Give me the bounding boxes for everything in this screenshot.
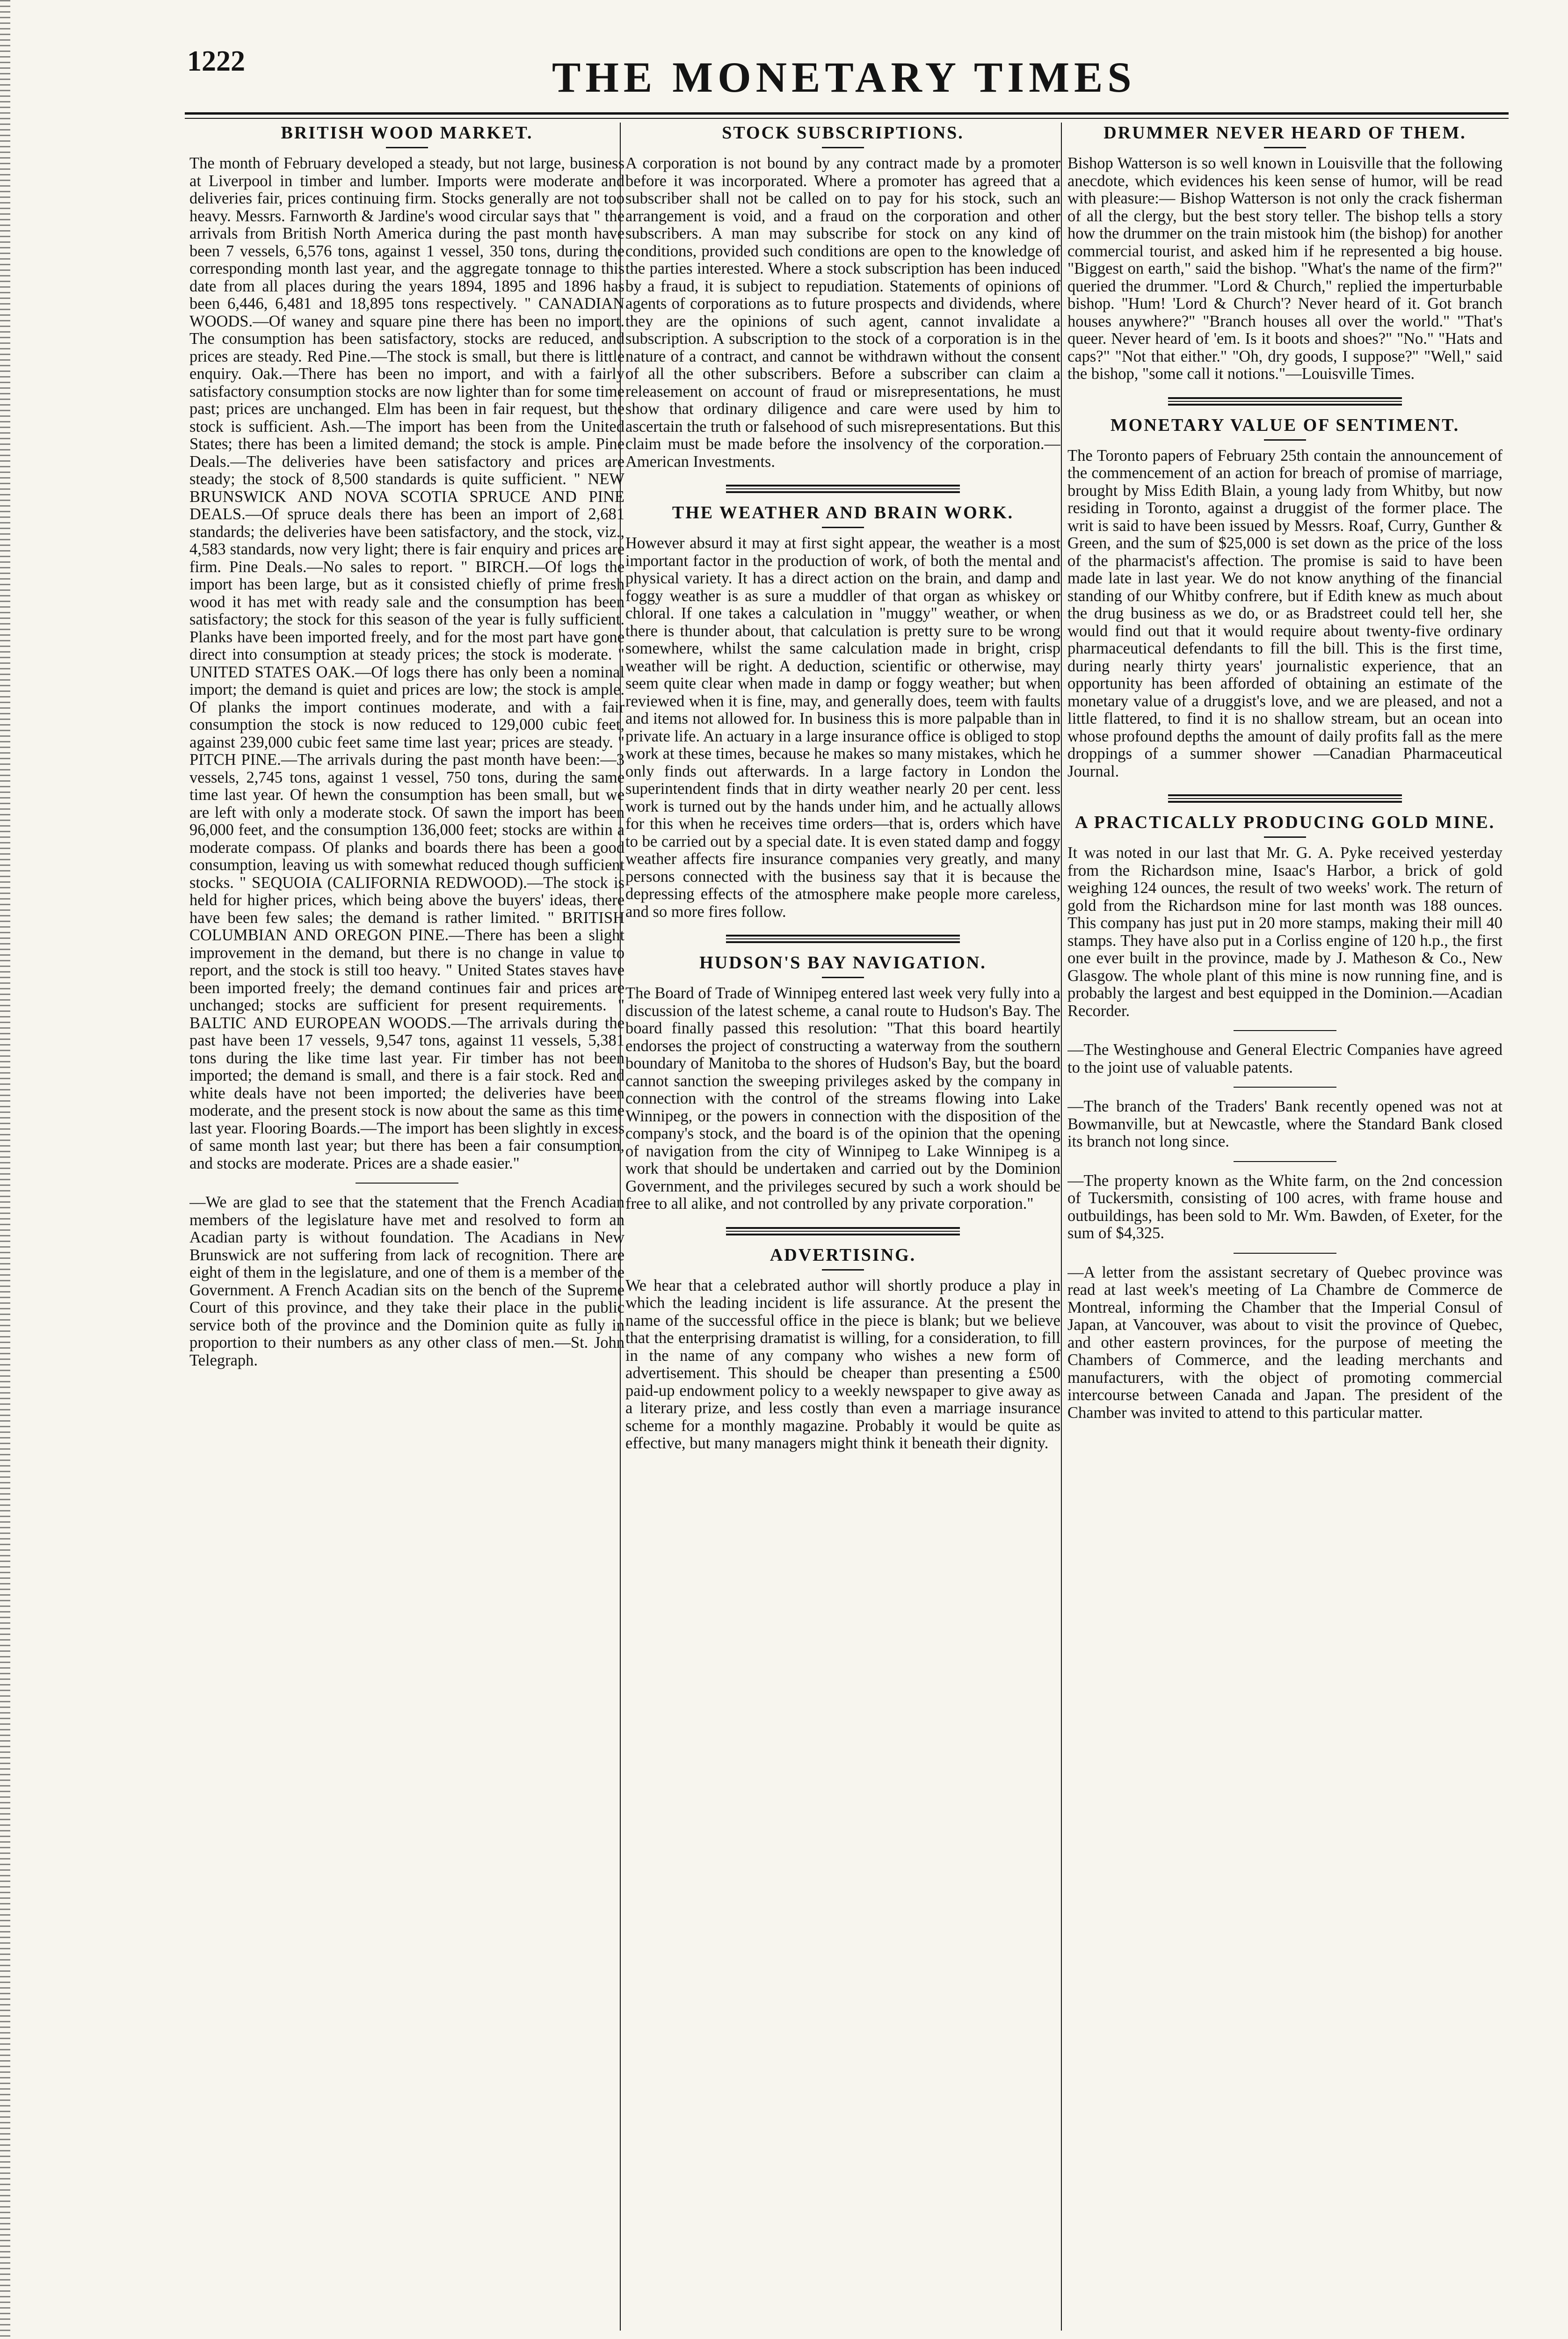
- heading-dash: [822, 527, 864, 528]
- article-body: However absurd it may at first sight appear, the weather is a most important factor in the production of work, of both the mental and physical variety. It has a direct action on the brain, and damp and foggy weather is as sure a muddler of that organ as whiskey or chloral. If one takes a calculation in "muggy" weather, or when there is thunder about, that calculation is pretty sure to be wrong somewhere, whilst the same calculation made in bright, crisp weather will be right. A deduction, scientific or otherwise, may seem quite clear when made in damp or foggy weather; but when reviewed when it is fine, may, and generally does, teem with faults and items not allowed for. In business this is more palpable than in private life. An actuary in a large insurance office is obliged to stop work at these times, because he makes so many mistakes, which he only finds out afterwards. In a large factory in London the superintendent finds that in dirty weather nearly 20 per cent. less work is turned out by the hands under him, and he actually allows for this when he receives time orders—that is, orders which have to be carried out by a special date. It is even stated damp and foggy weather affects fire insurance companies very greatly, and many persons connected with the business say that it is because the depressing effects of the atmosphere make people more careless, and so more fires follow.: [625, 534, 1060, 921]
- short-rule: [1234, 1253, 1336, 1254]
- column-2: [625, 123, 1060, 2331]
- heading-dash: [1264, 836, 1306, 838]
- column-1: [189, 123, 624, 2331]
- masthead-rule-thin: [185, 118, 1509, 119]
- article-body: A corporation is not bound by any contract made by a promoter before it was incorporated. Where a promoter has agreed that a subscriber shall not be called on to pay for his stock, such an arrangement is void, and a fraud on the corporation and other subscribers. A man may subscribe for stock on any kind of conditions, provided such conditions are open to the knowledge of the parties interested. Where a stock subscription has been induced by a fraud, it is subject to repudiation. Statements of opinions of agents of corporations as to future prospects and dividends, where they are the opinions of such agent, cannot invalidate a subscription. A subscription to the stock of a corporation is in the nature of a contract, and cannot be withdrawn without the consent of all the other subscribers. Before a subscriber can claim a releasement on account of fraud or misrepresentations, he must show that ordinary diligence and care were used by him to ascertain the truth or falsehood of such misrepresentations. But this claim must be made before the insolvency of the corporation.—American Investments.: [625, 154, 1060, 471]
- article-heading: STOCK SUBSCRIPTIONS.: [722, 123, 964, 143]
- article-heading: BRITISH WOOD MARKET.: [281, 123, 533, 143]
- article-body: —We are glad to see that the statement that the French Acadian members of the legislature have met and resolved to form an Acadian party is without foundation. The Acadians in New Brunswick are not suffering from lack of recognition. There are eight of them in the legislature, and one of them is a member of the Government. A French Acadian sits on the bench of the Supreme Court of this province, and they take their place in the public service both of the province and the Dominion quite as fully in proportion to their numbers as any other class of men.—St. John Telegraph.: [189, 1193, 624, 1369]
- article-heading: HUDSON'S BAY NAVIGATION.: [699, 953, 987, 973]
- section-separator: [726, 935, 960, 943]
- heading-dash: [822, 1269, 864, 1271]
- article-heading: DRUMMER NEVER HEARD OF THEM.: [1103, 123, 1466, 143]
- article-body: We hear that a celebrated author will shortly produce a play in which the leading incident is life assurance. At the present the name of the successful office in the piece is blank; but we believe that the enterprising dramatist is willing, for a consideration, to fill in the name of any company who wishes a new form of advertisement. This should be cheaper than presenting a £500 paid-up endowment policy to a weekly newspaper to give away as a literary prize, and less costly than even a marriage insurance scheme for a monthly magazine. Probably it would be quite as effective, but many managers might think it beneath their dignity.: [625, 1276, 1060, 1452]
- binding-edge: [0, 0, 10, 2339]
- heading-dash: [822, 977, 864, 978]
- section-separator: [1168, 794, 1402, 803]
- short-rule: [356, 1183, 458, 1184]
- heading-dash: [1264, 147, 1306, 148]
- news-item: —The branch of the Traders' Bank recently opened was not at Bowmanville, but at Newcastle, where the Standard Bank closed its branch not long since.: [1067, 1097, 1503, 1150]
- section-separator: [726, 485, 960, 493]
- article-body: It was noted in our last that Mr. G. A. Pyke received yesterday from the Richardson mine, Isaac's Harbor, a brick of gold weighing 124 ounces, the result of two weeks' work. The return of gold from the Richardson mine for last month was 188 ounces. This company has just put in 20 more stamps, making their mill 40 stamps. They have also put in a Corliss engine of 120 h.p., the first one ever built in the province, made by J. Matheson & Co., New Glasgow. The whole plant of this mine is now running fine, and is probably the largest and best equipped in the Dominion.—Acadian Recorder.: [1067, 844, 1503, 1020]
- news-item: —The property known as the White farm, on the 2nd concession of Tuckersmith, consisting of 100 acres, with frame house and outbuildings, has been sold to Mr. Wm. Bawden, of Exeter, for the sum of $4,325.: [1067, 1171, 1503, 1242]
- article-body: Bishop Watterson is so well known in Louisville that the following anecdote, which evidences his keen sense of humor, will be read with pleasure:— Bishop Watterson is not only the crack fisherman of all the clergy, but the best story teller. The bishop tells a story how the drummer on the train mistook him (the bishop) for another commercial tourist, and asked him if he represented a big house. "Biggest on earth," said the bishop. "What's the name of the firm?" queried the drummer. "Lord & Church," replied the imperturbable bishop. "Hum! 'Lord & Church'? Never heard of it. Got branch houses anywhere?" "Branch houses all over the world." "That's queer. Never heard of 'em. Is it boots and shoes?" "No." "Hats and caps?" "Not that either." "Oh, dry goods, I suppose?" "Well," said the bishop, "some call it notions."—Louisville Times.: [1067, 154, 1503, 383]
- article-body: The Board of Trade of Winnipeg entered last week very fully into a discussion of the latest scheme, a canal route to Hudson's Bay. The board finally passed this resolution: "That this board heartily endorses the project of constructing a waterway from the southern boundary of Manitoba to the shores of Hudson's Bay, but the board cannot sanction the sweeping privileges asked by the company in connection with the control of the streams flowing into Lake Winnipeg, or the powers in connection with the disposition of the company's stock, and the board is of the opinion that the opening of navigation from the city of Winnipeg to Lake Winnipeg is a work that should be undertaken and carried out by the Dominion Government, and the privileges secured by such a work should be free to all alike, and not controlled by any private corporation.": [625, 984, 1060, 1213]
- heading-dash: [386, 147, 428, 148]
- masthead-title: THE MONETARY TIMES: [552, 53, 1136, 101]
- column-rule: [1061, 123, 1062, 2331]
- heading-dash: [1264, 439, 1306, 441]
- article-heading: ADVERTISING.: [769, 1245, 916, 1265]
- article-body: The month of February developed a steady, but not large, business at Liverpool in timber and lumber. Imports were moderate and deliveries fair, prices continuing firm. Stocks generally are not too heavy. Messrs. Farnworth & Jardine's wood circular says that " the arrivals from British North America during the past month have been 7 vessels, 6,576 tons, against 1 vessel, 350 tons, during the corresponding month last year, and the aggregate tonnage to this date from all places during the years 1894, 1895 and 1896 has been 6,446, 6,481 and 18,895 tons respectively. " CANADIAN WOODS.—Of waney and square pine there has been no import. The consumption has been satisfactory, stocks are reduced, and prices are steady. Red Pine.—The stock is small, but there is little enquiry. Oak.—There has been no import, and with a fairly satisfactory consumption stocks are now lighter than for some time past; prices are unchanged. Elm has been in fair request, but the stock is sufficient. Ash.—The import has been from the United States; there has been a limited demand; the stock is ample. Pine Deals.—The deliveries have been satisfactory and prices are steady; the stock of 8,500 standards is quite sufficient. " NEW BRUNSWICK AND NOVA SCOTIA SPRUCE AND PINE DEALS.—Of spruce deals there has been an import of 2,681 standards; the deliveries have been satisfactory, and the stock, viz., 4,583 standards, now very light; there is fair enquiry and prices are firm. Pine Deals.—No sales to report. " BIRCH.—Of logs the import has been large, but as it consisted chiefly of prime fresh wood it has met with ready sale and the consumption has been satisfactory; the stock for this season of the year is fully sufficient. Planks have been imported freely, and for the most part have gone direct into consumption at steady prices; the stock is moderate. " UNITED STATES OAK.—Of logs there has only been a nominal import; the demand is quiet and prices are low; the stock is ample. Of planks the import continues moderate, and with a fair consumption the stock is now reduced to 129,000 cubic feet, against 239,000 cubic feet same time last year; prices are steady. " PITCH PINE.—The arrivals during the past month have been:—3 vessels, 2,745 tons, against 1 vessel, 750 tons, during the same time last year. Of hewn the consumption has been small, but we are left with only a moderate stock. Of sawn the import has been 96,000 feet, and the consumption 136,000 feet; stocks are within a moderate compass. Of planks and boards there has been a good consumption, leaving us with somewhat reduced though sufficient stocks. " SEQUOIA (CALIFORNIA REDWOOD).—The stock is held for higher prices, which being above the buyers' ideas, there have been few sales; the demand is rather limited. " BRITISH COLUMBIAN AND OREGON PINE.—There has been a slight improvement in the demand, but there is no change in value to report, and the stock is still too heavy. " United States staves have been imported freely; the demand continues fair and prices are unchanged; stocks are sufficient for present requirements. " BALTIC AND EUROPEAN WOODS.—The arrivals during the past have been 17 vessels, 9,547 tons, against 11 vessels, 5,381 tons during the like time last year. Fir timber has not been imported; the demand is small, and there is a fair stock. Red and white deals have not been imported; the deliveries have been moderate, and the present stock is now about the same as this time last year. Flooring Boards.—The import has been slightly in excess of same month last year; but there has been a fair consumption, and stocks are moderate. Prices are a shade easier.": [189, 154, 624, 1172]
- section-separator: [726, 1227, 960, 1235]
- short-rule: [1234, 1161, 1336, 1162]
- article-heading: MONETARY VALUE OF SENTIMENT.: [1110, 415, 1460, 435]
- masthead-rule: [185, 112, 1509, 115]
- news-item: —A letter from the assistant secretary of Quebec province was read at last week's meeting of La Chambre de Commerce de Montreal, informing the Chamber that the Imperial Consul of Japan, at Vancouver, was about to visit the province of Quebec, and other eastern provinces, for the purpose of meeting the Chambers of Commerce, and the leading merchants and manufacturers, with the object of promoting commercial intercourse between Canada and Japan. The president of the Chamber was invited to attend to this particular matter.: [1067, 1263, 1503, 1422]
- heading-dash: [822, 147, 864, 148]
- article-heading: A PRACTICALLY PRODUCING GOLD MINE.: [1074, 813, 1495, 832]
- column-3: [1067, 123, 1503, 2331]
- short-rule: [1234, 1087, 1336, 1088]
- article-heading: THE WEATHER AND BRAIN WORK.: [672, 503, 1014, 523]
- page-number: 1222: [187, 45, 245, 77]
- short-rule: [1234, 1030, 1336, 1031]
- article-body: The Toronto papers of February 25th contain the announcement of the commencement of an action for breach of promise of marriage, brought by Miss Edith Blain, a young lady from Whitby, but now residing in Toronto, against a druggist of the former place. The writ is said to have been issued by Messrs. Roaf, Curry, Gunther & Green, and the sum of $25,000 is set down as the price of the loss of the pharmacist's affection. The promise is said to have been made late in last year. We do not know anything of the financial standing of our Whitby confrere, but if Edith knew as much about the drug business as we do, or as Bradstreet could tell her, she would find out that it would require about twenty-five ordinary pharmaceutical defendants to fill the bill. This is the first time, during nearly thirty years' journalistic experience, that an opportunity has been afforded of obtaining an estimate of the monetary value of a druggist's love, and we are pleased, and not a little flattered, to find it is no shallow stream, but an ocean into whose profound depths the amount of daily profits fall as the mere droppings of a summer shower —Canadian Pharmaceutical Journal.: [1067, 446, 1503, 780]
- section-separator: [1168, 397, 1402, 406]
- news-item: —The Westinghouse and General Electric Companies have agreed to the joint use of valuable patents.: [1067, 1041, 1503, 1076]
